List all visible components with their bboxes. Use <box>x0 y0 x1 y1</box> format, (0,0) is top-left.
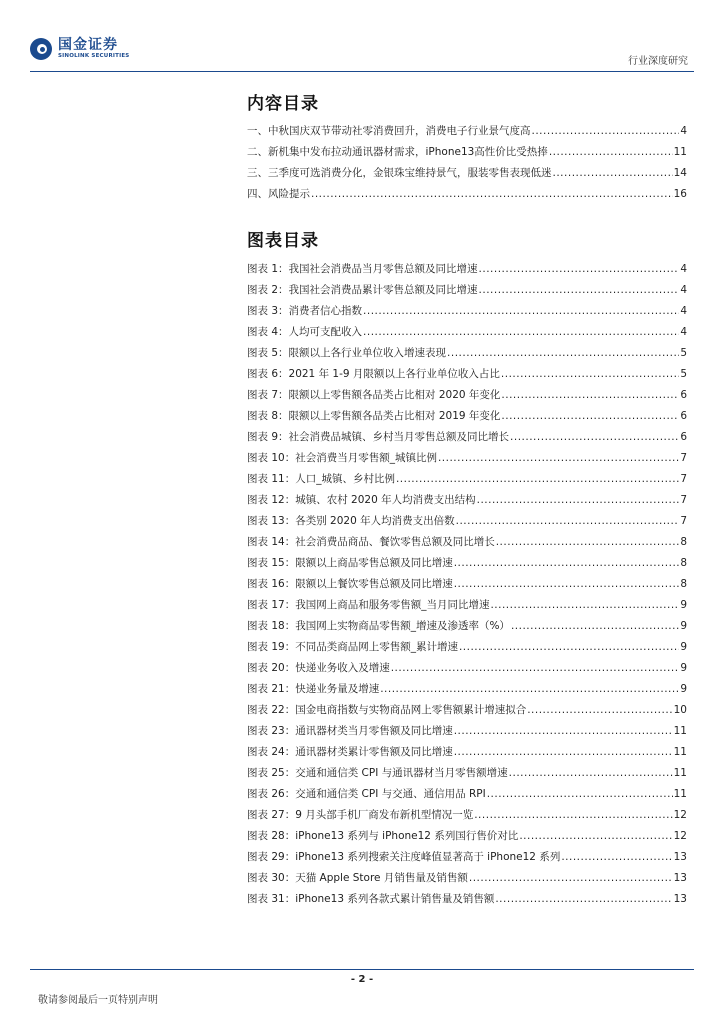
toc-leader-dots <box>519 830 672 842</box>
toc-leader-dots <box>549 146 673 158</box>
toc-entry-title: 图表 5：限额以上各行业单位收入增速表现 <box>247 347 447 359</box>
toc-leader-dots <box>454 725 673 737</box>
toc-entry-page: 11 <box>673 746 687 758</box>
footer-divider <box>30 969 694 970</box>
toc-leader-dots <box>363 326 679 338</box>
toc-entry[interactable] <box>247 786 687 807</box>
toc-entry[interactable] <box>247 450 687 471</box>
toc-entry[interactable] <box>247 345 687 366</box>
toc-entry-title: 图表 10：社会消费当月零售额_城镇比例 <box>247 452 437 464</box>
toc-entry-title: 四、风险提示 <box>247 188 310 200</box>
toc-entry-page: 11 <box>673 788 687 800</box>
toc-entry-page: 4 <box>680 284 687 296</box>
toc-entry-title: 三、三季度可选消费分化，金银珠宝维持景气，服装零售表现低迷 <box>247 167 552 179</box>
disclaimer-text: 敬请参阅最后一页特别声明 <box>38 995 158 1006</box>
toc-entry[interactable] <box>247 723 687 744</box>
toc-entry[interactable] <box>247 534 687 555</box>
toc-leader-dots <box>501 368 679 380</box>
toc-leader-dots <box>456 515 680 527</box>
toc-entry[interactable] <box>247 144 687 165</box>
toc-leader-dots <box>501 389 679 401</box>
toc-leader-dots <box>561 851 672 863</box>
toc-entry[interactable] <box>247 681 687 702</box>
toc-entry-title: 图表 26：交通和通信类 CPI 与交通、通信用品 RPI <box>247 788 486 800</box>
toc-entry-title: 图表 18：我国网上实物商品零售额_增速及渗透率（%） <box>247 620 510 632</box>
toc-entry[interactable] <box>247 807 687 828</box>
toc-entry[interactable] <box>247 186 687 207</box>
toc-entry-title: 图表 6：2021 年 1-9 月限额以上各行业单位收入占比 <box>247 368 500 380</box>
toc-entry[interactable] <box>247 870 687 891</box>
toc-entry-title: 图表 2：我国社会消费品累计零售总额及同比增速 <box>247 284 478 296</box>
toc-entry-page: 6 <box>680 389 687 401</box>
toc-entry-title: 图表 20：快递业务收入及增速 <box>247 662 390 674</box>
toc-entry-page: 9 <box>680 641 687 653</box>
toc-entry-title: 图表 7：限额以上零售额各品类占比相对 2020 年变化 <box>247 389 501 401</box>
contents-title: 内容目录 <box>247 94 319 114</box>
toc-leader-dots <box>509 767 673 779</box>
toc-entry[interactable] <box>247 471 687 492</box>
toc-entry-page: 4 <box>680 125 687 137</box>
toc-entry[interactable] <box>247 849 687 870</box>
toc-entry-title: 图表 21：快递业务量及增速 <box>247 683 380 695</box>
toc-entry-title: 图表 23：通讯器材类当月零售额及同比增速 <box>247 725 453 737</box>
toc-leader-dots <box>454 746 673 758</box>
toc-leader-dots <box>511 620 679 632</box>
toc-entry[interactable] <box>247 660 687 681</box>
toc-entry-title: 图表 15：限额以上商品零售总额及同比增速 <box>247 557 453 569</box>
toc-entry-title: 图表 31：iPhone13 系列各款式累计销售量及销售额 <box>247 893 495 905</box>
page-number: - 2 - <box>350 974 374 985</box>
toc-entry-title: 图表 8：限额以上零售额各品类占比相对 2019 年变化 <box>247 410 501 422</box>
toc-entry-title: 图表 30：天猫 Apple Store 月销售量及销售额 <box>247 872 468 884</box>
toc-entry[interactable] <box>247 891 687 912</box>
toc-entry-page: 10 <box>673 704 687 716</box>
toc-entry-title: 二、新机集中发布拉动通讯器材需求，iPhone13高性价比受热捧 <box>247 146 548 158</box>
toc-entry[interactable] <box>247 303 687 324</box>
contents-list <box>247 123 687 207</box>
toc-leader-dots <box>487 788 673 800</box>
toc-entry[interactable] <box>247 513 687 534</box>
toc-entry-title: 图表 17：我国网上商品和服务零售额_当月同比增速 <box>247 599 490 611</box>
logo-name-cn: 国金证券 <box>58 37 118 54</box>
toc-leader-dots <box>474 809 672 821</box>
toc-leader-dots <box>380 683 679 695</box>
toc-entry[interactable] <box>247 366 687 387</box>
toc-entry-title: 图表 4：人均可支配收入 <box>247 326 363 338</box>
toc-entry[interactable] <box>247 639 687 660</box>
toc-leader-dots <box>553 167 673 179</box>
toc-entry[interactable] <box>247 282 687 303</box>
toc-leader-dots <box>479 263 680 275</box>
toc-entry-title: 图表 16：限额以上餐饮零售总额及同比增速 <box>247 578 453 590</box>
figures-section <box>247 227 687 912</box>
figures-title: 图表目录 <box>247 231 319 251</box>
toc-entry-page: 9 <box>680 620 687 632</box>
toc-entry-page: 11 <box>673 146 687 158</box>
header-divider <box>30 71 694 72</box>
toc-leader-dots <box>363 305 679 317</box>
toc-entry-page: 7 <box>680 452 687 464</box>
toc-leader-dots <box>447 347 679 359</box>
toc-entry-title: 图表 29：iPhone13 系列搜索关注度峰值显著高于 iPhone12 系列 <box>247 851 561 863</box>
report-type: 行业深度研究 <box>628 56 688 67</box>
toc-entry[interactable] <box>247 618 687 639</box>
toc-entry-page: 13 <box>673 893 687 905</box>
toc-leader-dots <box>532 125 680 137</box>
toc-entry-title: 图表 25：交通和通信类 CPI 与通讯器材当月零售额增速 <box>247 767 508 779</box>
toc-entry-title: 一、中秋国庆双节带动社零消费回升，消费电子行业景气度高 <box>247 125 531 137</box>
company-logo <box>30 38 129 60</box>
toc-entry-title: 图表 1：我国社会消费品当月零售总额及同比增速 <box>247 263 478 275</box>
toc-entry[interactable] <box>247 702 687 723</box>
toc-entry[interactable] <box>247 408 687 429</box>
toc-entry-page: 12 <box>673 809 687 821</box>
toc-entry-title: 图表 12：城镇、农村 2020 年人均消费支出结构 <box>247 494 476 506</box>
toc-entry-page: 13 <box>673 872 687 884</box>
toc-leader-dots <box>454 557 680 569</box>
toc-entry-page: 8 <box>680 536 687 548</box>
toc-entry-title: 图表 11：人口_城镇、乡村比例 <box>247 473 395 485</box>
toc-entry-page: 8 <box>680 557 687 569</box>
toc-leader-dots <box>469 872 673 884</box>
toc-entry-page: 7 <box>680 494 687 506</box>
toc-entry[interactable] <box>247 165 687 186</box>
toc-entry[interactable] <box>247 429 687 450</box>
logo-icon <box>30 38 52 60</box>
toc-entry-page: 11 <box>673 725 687 737</box>
toc-entry-page: 7 <box>680 473 687 485</box>
toc-entry-page: 8 <box>680 578 687 590</box>
logo-name-en: SINOLINK SECURITIES <box>58 53 130 60</box>
toc-entry-page: 6 <box>680 431 687 443</box>
toc-entry[interactable] <box>247 492 687 513</box>
toc-entry-page: 14 <box>673 167 687 179</box>
toc-entry[interactable] <box>247 123 687 144</box>
toc-entry-page: 9 <box>680 662 687 674</box>
toc-entry-page: 5 <box>680 368 687 380</box>
toc-entry[interactable] <box>247 765 687 786</box>
toc-entry-page: 9 <box>680 683 687 695</box>
figures-list <box>247 261 687 912</box>
toc-leader-dots <box>510 431 679 443</box>
toc-entry[interactable] <box>247 597 687 618</box>
toc-entry-title: 图表 28：iPhone13 系列与 iPhone12 系列国行售价对比 <box>247 830 519 842</box>
toc-entry-title: 图表 22：国金电商指数与实物商品网上零售额累计增速拟合 <box>247 704 527 716</box>
toc-entry-title: 图表 9：社会消费品城镇、乡村当月零售总额及同比增长 <box>247 431 510 443</box>
toc-entry[interactable] <box>247 387 687 408</box>
toc-entry-page: 4 <box>680 305 687 317</box>
toc-entry-title: 图表 24：通讯器材类累计零售额及同比增速 <box>247 746 453 758</box>
toc-leader-dots <box>477 494 680 506</box>
toc-leader-dots <box>495 893 672 905</box>
toc-entry[interactable] <box>247 576 687 597</box>
toc-entry[interactable] <box>247 555 687 576</box>
toc-entry-page: 4 <box>680 263 687 275</box>
toc-entry-title: 图表 27：9 月头部手机厂商发布新机型情况一览 <box>247 809 474 821</box>
toc-entry[interactable] <box>247 744 687 765</box>
toc-leader-dots <box>311 188 673 200</box>
toc-entry[interactable] <box>247 324 687 345</box>
toc-entry-page: 5 <box>680 347 687 359</box>
toc-entry-title: 图表 14：社会消费品商品、餐饮零售总额及同比增长 <box>247 536 495 548</box>
toc-leader-dots <box>454 578 680 590</box>
toc-leader-dots <box>490 599 679 611</box>
toc-leader-dots <box>396 473 679 485</box>
toc-entry[interactable] <box>247 261 687 282</box>
toc-entry-page: 11 <box>673 767 687 779</box>
toc-entry-title: 图表 13：各类别 2020 年人均消费支出倍数 <box>247 515 455 527</box>
toc-leader-dots <box>438 452 679 464</box>
toc-entry[interactable] <box>247 828 687 849</box>
page-header <box>30 38 694 72</box>
toc-entry-page: 7 <box>680 515 687 527</box>
toc-leader-dots <box>459 641 679 653</box>
toc-leader-dots <box>501 410 679 422</box>
toc-content <box>247 90 687 912</box>
toc-entry-page: 16 <box>673 188 687 200</box>
toc-entry-title: 图表 3：消费者信心指数 <box>247 305 363 317</box>
toc-entry-title: 图表 19：不同品类商品网上零售额_累计增速 <box>247 641 458 653</box>
toc-entry-page: 4 <box>680 326 687 338</box>
toc-leader-dots <box>527 704 672 716</box>
toc-entry-page: 6 <box>680 410 687 422</box>
toc-leader-dots <box>496 536 680 548</box>
toc-entry-page: 13 <box>673 851 687 863</box>
toc-entry-page: 12 <box>673 830 687 842</box>
toc-leader-dots <box>391 662 680 674</box>
toc-entry-page: 9 <box>680 599 687 611</box>
contents-section <box>247 90 687 207</box>
toc-leader-dots <box>479 284 680 296</box>
